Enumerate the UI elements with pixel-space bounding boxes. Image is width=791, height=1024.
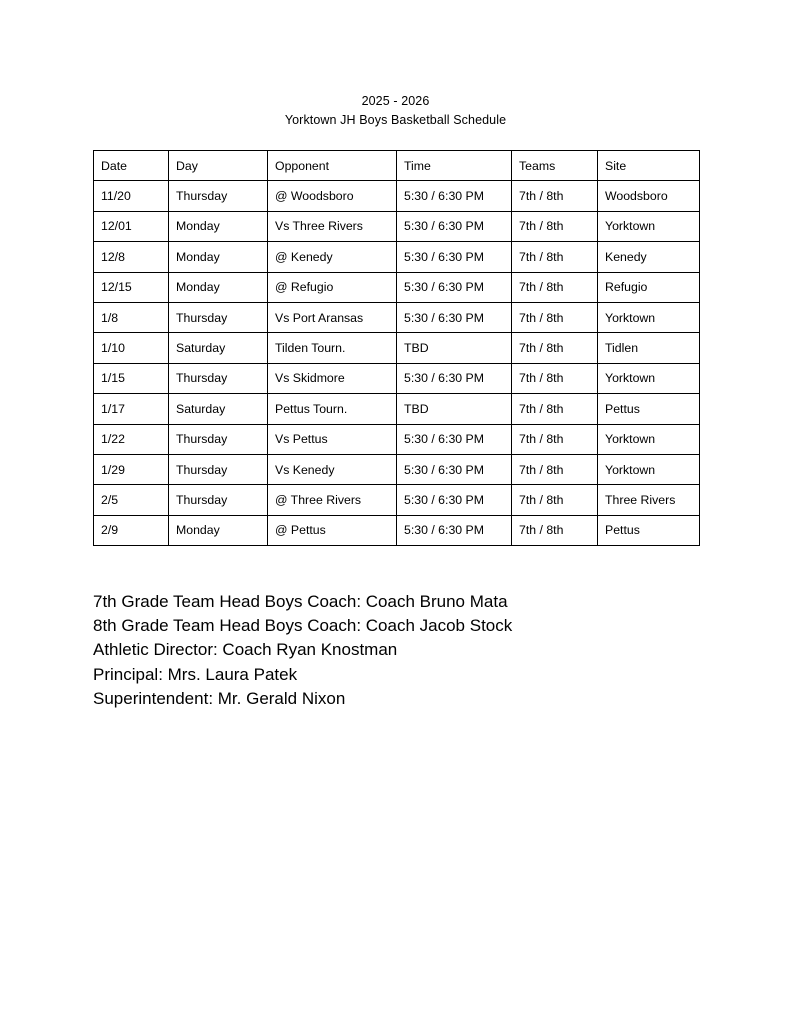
cell-site: Pettus — [598, 515, 700, 545]
table-row — [94, 424, 700, 454]
cell-site: Pettus — [598, 394, 700, 424]
cell-date: 1/17 — [94, 394, 169, 424]
cell-opponent: Vs Skidmore — [268, 363, 397, 393]
cell-opponent: @ Refugio — [268, 272, 397, 302]
cell-time: 5:30 / 6:30 PM — [397, 515, 512, 545]
cell-site: Three Rivers — [598, 485, 700, 515]
table-row — [94, 515, 700, 545]
cell-teams: 7th / 8th — [512, 242, 598, 272]
cell-day: Saturday — [169, 394, 268, 424]
cell-time: 5:30 / 6:30 PM — [397, 181, 512, 211]
page-title-main: Yorktown JH Boys Basketball Schedule — [284, 113, 507, 127]
cell-date: 11/20 — [94, 181, 169, 211]
cell-day: Thursday — [169, 363, 268, 393]
table-row — [94, 394, 700, 424]
cell-opponent: Vs Three Rivers — [268, 211, 397, 241]
schedule-table-body — [94, 181, 700, 546]
staff-line-superintendent: Superintendent: Mr. Gerald Nixon — [93, 688, 346, 708]
cell-opponent: Vs Port Aransas — [268, 302, 397, 332]
table-row — [94, 454, 700, 484]
cell-site: Yorktown — [598, 363, 700, 393]
cell-teams: 7th / 8th — [512, 181, 598, 211]
cell-time: 5:30 / 6:30 PM — [397, 302, 512, 332]
column-header-time: Time — [397, 151, 512, 181]
staff-line-athletic-director: Athletic Director: Coach Ryan Knostman — [93, 640, 398, 660]
table-row — [94, 272, 700, 302]
cell-time: 5:30 / 6:30 PM — [397, 485, 512, 515]
cell-day: Thursday — [169, 454, 268, 484]
cell-time: 5:30 / 6:30 PM — [397, 272, 512, 302]
cell-site: Yorktown — [598, 454, 700, 484]
cell-date: 12/15 — [94, 272, 169, 302]
table-row — [94, 485, 700, 515]
cell-site: Yorktown — [598, 302, 700, 332]
staff-line-7th-grade-coach: 7th Grade Team Head Boys Coach: Coach Bruno Mata — [93, 592, 508, 611]
cell-date: 2/5 — [94, 485, 169, 515]
staff-line-8th-grade-coach: 8th Grade Team Head Boys Coach: Coach Jacob Stock — [93, 616, 513, 636]
column-header-opponent: Opponent — [268, 151, 397, 181]
staff-line-principal: Principal: Mrs. Laura Patek — [93, 664, 298, 684]
cell-day: Saturday — [169, 333, 268, 363]
cell-date: 12/01 — [94, 211, 169, 241]
cell-opponent: Vs Kenedy — [268, 454, 397, 484]
table-row — [94, 181, 700, 211]
cell-opponent: @ Woodsboro — [268, 181, 397, 211]
table-row — [94, 242, 700, 272]
cell-site: Yorktown — [598, 211, 700, 241]
cell-date: 12/8 — [94, 242, 169, 272]
column-header-day: Day — [169, 151, 268, 181]
cell-day: Monday — [169, 211, 268, 241]
cell-date: 1/15 — [94, 363, 169, 393]
cell-time: 5:30 / 6:30 PM — [397, 454, 512, 484]
cell-site: Woodsboro — [598, 181, 700, 211]
schedule-table-header — [94, 151, 700, 181]
table-row — [94, 363, 700, 393]
cell-teams: 7th / 8th — [512, 363, 598, 393]
cell-teams: 7th / 8th — [512, 211, 598, 241]
cell-teams: 7th / 8th — [512, 302, 598, 332]
cell-time: 5:30 / 6:30 PM — [397, 424, 512, 454]
cell-day: Thursday — [169, 485, 268, 515]
cell-time: 5:30 / 6:30 PM — [397, 242, 512, 272]
page-title-season: 2025 - 2026 — [361, 94, 430, 108]
table-header-row — [94, 151, 700, 181]
cell-day: Monday — [169, 272, 268, 302]
cell-site: Refugio — [598, 272, 700, 302]
cell-teams: 7th / 8th — [512, 424, 598, 454]
staff-list — [93, 590, 693, 711]
cell-date: 1/22 — [94, 424, 169, 454]
cell-opponent: @ Kenedy — [268, 242, 397, 272]
cell-date: 1/8 — [94, 302, 169, 332]
column-header-site: Site — [598, 151, 700, 181]
cell-opponent: @ Three Rivers — [268, 485, 397, 515]
cell-day: Thursday — [169, 302, 268, 332]
cell-teams: 7th / 8th — [512, 454, 598, 484]
cell-time: 5:30 / 6:30 PM — [397, 363, 512, 393]
cell-teams: 7th / 8th — [512, 485, 598, 515]
cell-teams: 7th / 8th — [512, 272, 598, 302]
cell-teams: 7th / 8th — [512, 515, 598, 545]
cell-opponent: Vs Pettus — [268, 424, 397, 454]
cell-time: TBD — [397, 333, 512, 363]
table-row — [94, 333, 700, 363]
cell-opponent: Pettus Tourn. — [268, 394, 397, 424]
column-header-teams: Teams — [512, 151, 598, 181]
table-row — [94, 211, 700, 241]
cell-site: Yorktown — [598, 424, 700, 454]
cell-day: Thursday — [169, 181, 268, 211]
cell-teams: 7th / 8th — [512, 394, 598, 424]
cell-opponent: @ Pettus — [268, 515, 397, 545]
table-row — [94, 302, 700, 332]
cell-teams: 7th / 8th — [512, 333, 598, 363]
schedule-table-container — [93, 150, 699, 546]
cell-day: Monday — [169, 515, 268, 545]
cell-date: 1/29 — [94, 454, 169, 484]
cell-time: TBD — [397, 394, 512, 424]
cell-site: Kenedy — [598, 242, 700, 272]
cell-site: Tidlen — [598, 333, 700, 363]
document-title-block — [0, 92, 791, 130]
cell-day: Monday — [169, 242, 268, 272]
cell-time: 5:30 / 6:30 PM — [397, 211, 512, 241]
cell-date: 2/9 — [94, 515, 169, 545]
column-header-date: Date — [94, 151, 169, 181]
schedule-table — [93, 150, 700, 546]
cell-opponent: Tilden Tourn. — [268, 333, 397, 363]
cell-day: Thursday — [169, 424, 268, 454]
cell-date: 1/10 — [94, 333, 169, 363]
